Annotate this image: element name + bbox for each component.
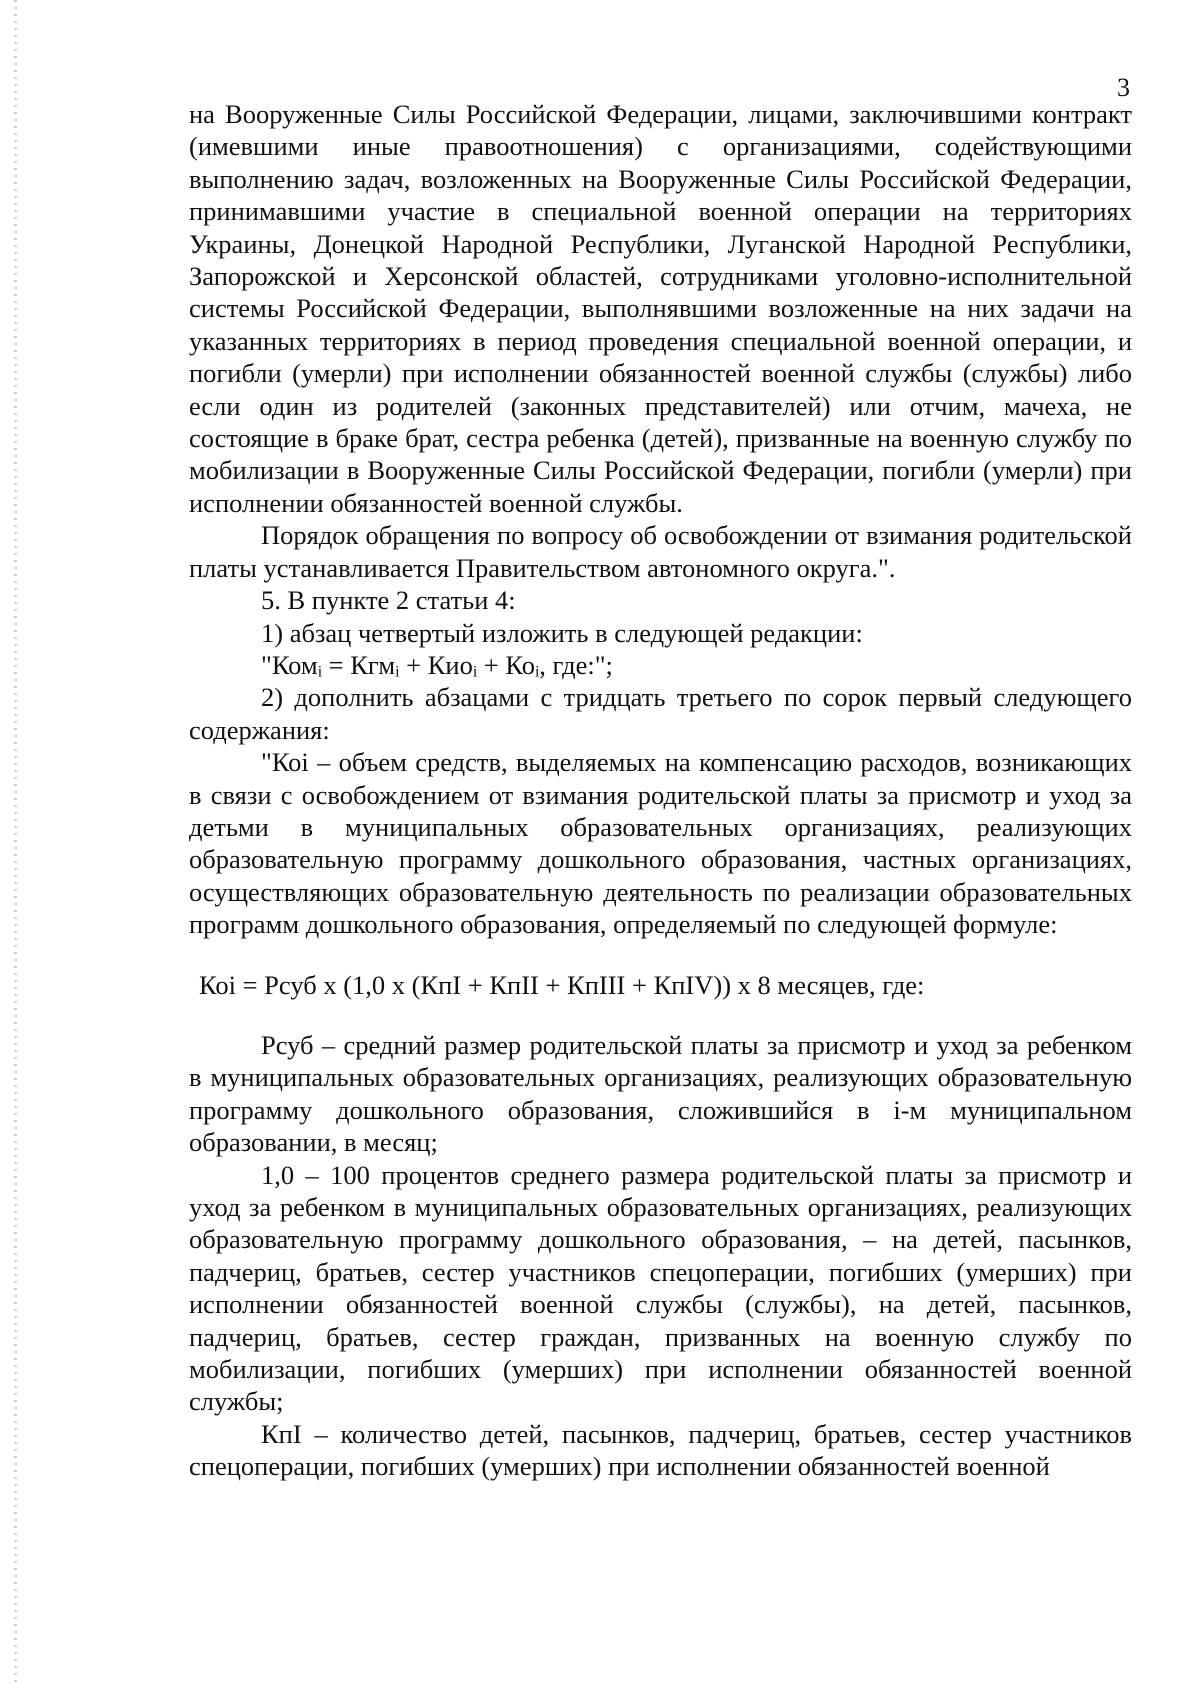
paragraph-procedure: Порядок обращения по вопросу об освобождении от взимания родительской платы устанавливается Правительством автономного округа.". xyxy=(189,520,1132,583)
paragraph-koi-definition: "Коi – объем средств, выделяемых на компенсацию расходов, возникающих в связи с освобождением от взимания родительской платы за присмотр и уход за детьми в муниципальных образовательных организациях, реализующих образовательную программу дошкольного образования, частных организациях, осуществляющих образовательную деятельность по реализации образовательных программ дошкольного образования, определяемый по следующей формуле: xyxy=(189,747,1132,940)
paragraph-subitem-1: 1) абзац четвертый изложить в следующей редакции: xyxy=(261,617,863,648)
paragraph-rsub-definition: Рсуб – средний размер родительской платы за присмотр и уход за ребенком в муниципальных образовательных организациях, реализующих образовательную программу дошкольного образования, сложившийся в i-м муниципальном образовании, в месяц; xyxy=(189,1029,1132,1158)
document-body xyxy=(189,98,1132,1483)
paragraph-coefficient-definition: 1,0 – 100 процентов среднего размера родительской платы за присмотр и уход за ребенком в муниципальных образовательных организациях, реализующих образовательную программу дошкольного образования, – на детей, пасынков, падчериц, братьев, сестер участников спецоперации, погибших (умерших) при исполнении обязанностей военной службы (службы), на детей, пасынков, падчериц, братьев, сестер граждан, призванных на военную службу по мобилизации, погибших (умерших) при исполнении обязанностей военной службы; xyxy=(189,1159,1132,1417)
paragraph-continuation: на Вооруженные Силы Российской Федерации, лицами, заключившими контракт (имевшими иные правоотношения) с организациями, содействующими выполнению задач, возложенных на Вооруженные Силы Российской Федерации, принимавшими участие в специальной военной операции на территориях Украины, Донецкой Народной Республики, Луганской Народной Республики, Запорожской и Херсонской областей, сотрудниками уголовно-исполнительной системы Российской Федерации, выполнявшими возложенные на них задачи на указанных территориях в период проведения специальной военной операции, и погибли (умерли) при исполнении обязанностей военной службы (службы) либо если один из родителей (законных представителей) или отчим, мачеха, не состоящие в браке брат, сестра ребенка (детей), призванные на военную службу по мобилизации в Вооруженные Силы Российской Федерации, погибли (умерли) при исполнении обязанностей военной службы. xyxy=(189,99,1132,518)
page-number: 3 xyxy=(1117,73,1130,102)
scan-edge-artifact xyxy=(14,0,17,1683)
formula-koi: Коi = Рсуб х (1,0 х (КпI + КпII + КпIII + КпIV)) х 8 месяцев, где: xyxy=(199,969,925,1000)
paragraph-subitem-2: 2) дополнить абзацами с тридцать третьего по сорок первый следующего содержания: xyxy=(189,682,1132,745)
paragraph-formula-kom: "Комᵢ = Кгмᵢ + Киоᵢ + Коᵢ, где:"; xyxy=(261,649,613,680)
paragraph-kpi-definition: КпI – количество детей, пасынков, падчериц, братьев, сестер участников спецоперации, погибших (умерших) при исполнении обязанностей военной xyxy=(189,1418,1132,1482)
paragraph-item-5: 5. В пункте 2 статьи 4: xyxy=(261,585,516,616)
